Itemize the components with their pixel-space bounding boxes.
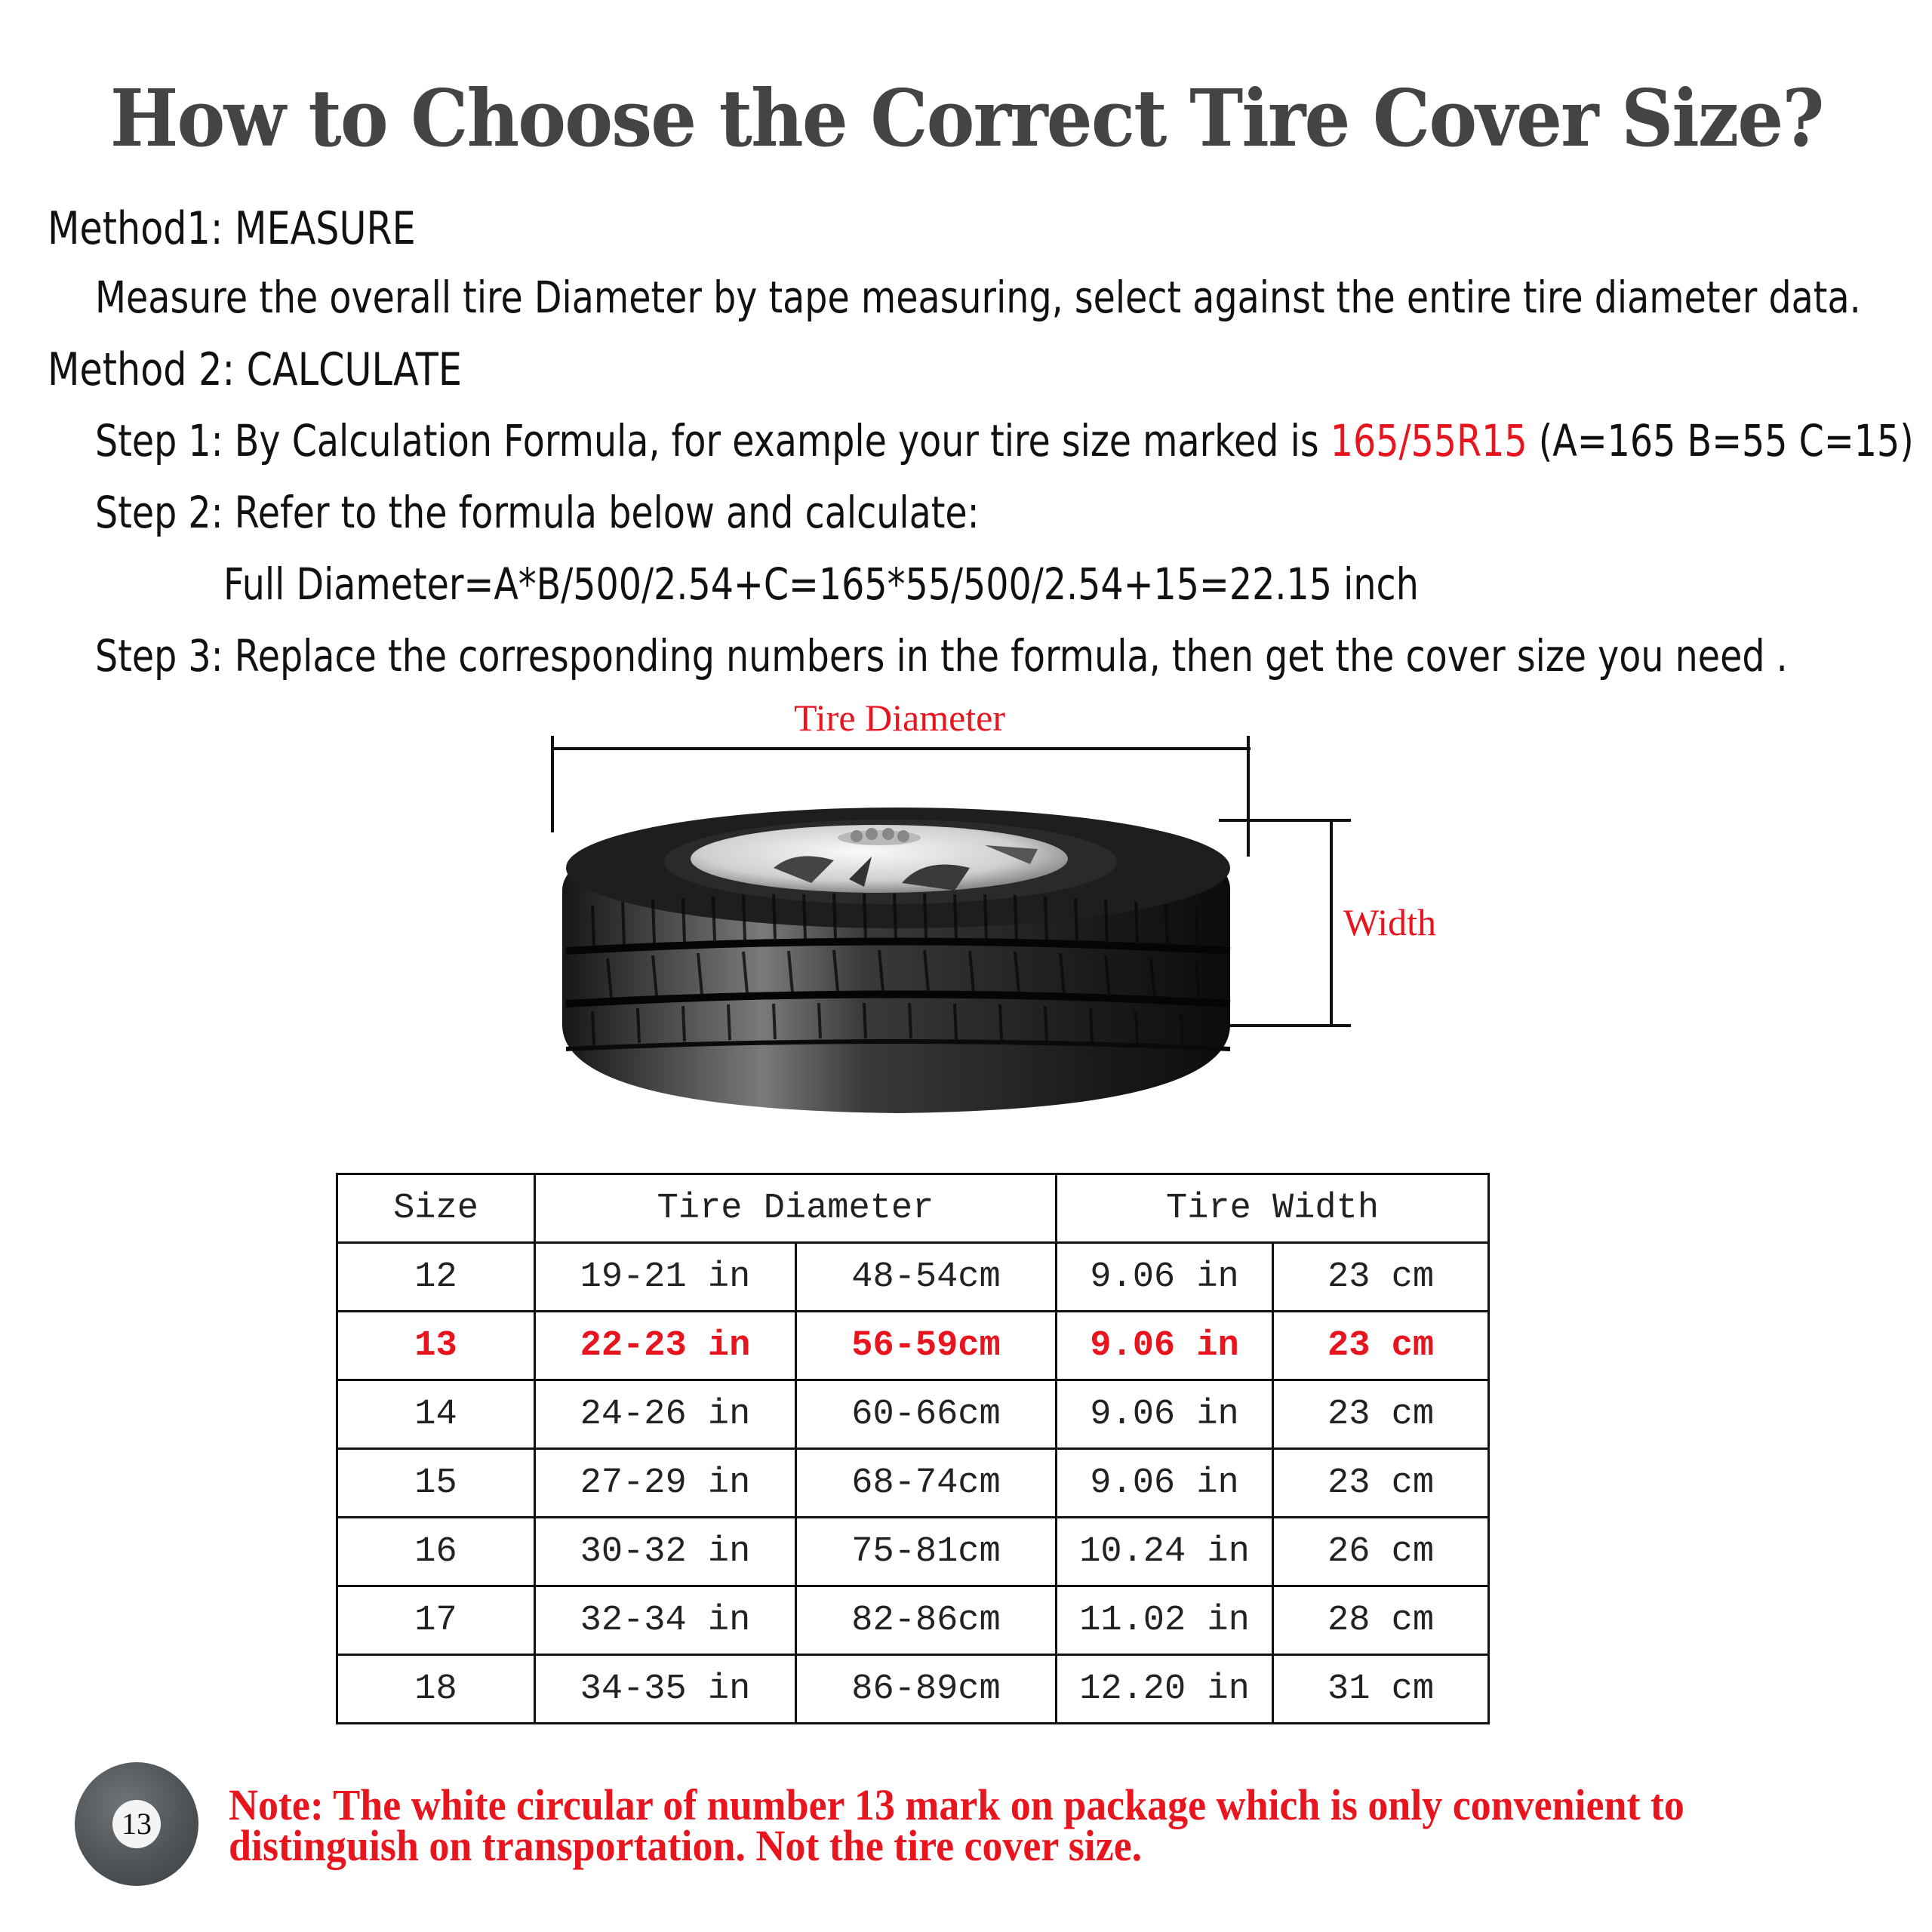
cell-width-cm: 23 cm: [1273, 1449, 1489, 1518]
cell-diameter-in: 34-35 in: [535, 1655, 796, 1724]
cell-width-in: 12.20 in: [1057, 1655, 1273, 1724]
table-row: [337, 1655, 1489, 1724]
step3-text: Step 3: Replace the corresponding numbers in the formula, then get the cover size you need .: [95, 630, 1788, 681]
cell-diameter-in: 27-29 in: [535, 1449, 796, 1518]
cell-diameter-in: 32-34 in: [535, 1586, 796, 1655]
cell-width-in: 9.06 in: [1057, 1380, 1273, 1449]
cell-width-cm: 28 cm: [1273, 1586, 1489, 1655]
cell-diameter-cm: 60-66cm: [796, 1380, 1057, 1449]
cell-diameter-cm: 48-54cm: [796, 1243, 1057, 1312]
cell-diameter-in: 22-23 in: [535, 1312, 796, 1380]
formula-text: Full Diameter=A*B/500/2.54+C=165*55/500/2.54+15=22.15 inch: [223, 558, 1419, 610]
diameter-dimension-line: [552, 747, 1251, 750]
cell-width-cm: 23 cm: [1273, 1243, 1489, 1312]
number-13-badge-icon: [75, 1762, 198, 1886]
cell-width-in: 9.06 in: [1057, 1312, 1273, 1380]
cell-width-in: 9.06 in: [1057, 1449, 1273, 1518]
step1-suffix: (A=165 B=55 C=15): [1527, 415, 1914, 466]
table-header-row: [337, 1174, 1489, 1243]
cell-width-in: 10.24 in: [1057, 1518, 1273, 1586]
cell-width-cm: 26 cm: [1273, 1518, 1489, 1586]
cell-diameter-cm: 86-89cm: [796, 1655, 1057, 1724]
cell-diameter-in: 30-32 in: [535, 1518, 796, 1586]
cell-width-cm: 31 cm: [1273, 1655, 1489, 1724]
cell-size: 13: [337, 1312, 535, 1380]
table-row: [337, 1586, 1489, 1655]
cell-diameter-cm: 75-81cm: [796, 1518, 1057, 1586]
cell-diameter-in: 24-26 in: [535, 1380, 796, 1449]
cell-diameter-in: 19-21 in: [535, 1243, 796, 1312]
cell-size: 12: [337, 1243, 535, 1312]
table-row: [337, 1380, 1489, 1449]
step1-prefix: Step 1: By Calculation Formula, for example your tire size marked is: [95, 415, 1331, 466]
cell-diameter-cm: 56-59cm: [796, 1312, 1057, 1380]
width-label: Width: [1343, 901, 1436, 943]
header-size: Size: [337, 1174, 535, 1243]
step1-text: [95, 415, 1914, 466]
width-dimension-line: [1330, 820, 1333, 1026]
step2-text: Step 2: Refer to the formula below and calculate:: [95, 487, 980, 538]
header-tire-width: Tire Width: [1057, 1174, 1489, 1243]
table-row: [337, 1449, 1489, 1518]
cell-diameter-cm: 82-86cm: [796, 1586, 1057, 1655]
note-line-1: Note: The white circular of number 13 mark on package which is only convenient to: [229, 1780, 1684, 1829]
table-row-highlighted: [337, 1312, 1489, 1380]
page-title: How to Choose the Correct Tire Cover Size?: [109, 72, 1823, 165]
cell-width-cm: 23 cm: [1273, 1312, 1489, 1380]
badge-number: 13: [112, 1800, 161, 1848]
cell-size: 14: [337, 1380, 535, 1449]
cell-width-in: 11.02 in: [1057, 1586, 1273, 1655]
table-row: [337, 1518, 1489, 1586]
size-table: [336, 1173, 1490, 1724]
method2-heading: Method 2: CALCULATE: [48, 343, 462, 396]
tire-size-example: 165/55R15: [1330, 415, 1527, 466]
cell-width-cm: 23 cm: [1273, 1380, 1489, 1449]
method1-text: Measure the overall tire Diameter by tape measuring, select against the entire tire diameter data.: [95, 272, 1861, 323]
header-tire-diameter: Tire Diameter: [535, 1174, 1057, 1243]
note-line-2: distinguish on transportation. Not the tire cover size.: [229, 1821, 1143, 1870]
cell-diameter-cm: 68-74cm: [796, 1449, 1057, 1518]
tire-diameter-label: Tire Diameter: [794, 697, 1006, 739]
cell-size: 16: [337, 1518, 535, 1586]
cell-size: 15: [337, 1449, 535, 1518]
note-text: [229, 1780, 1801, 1870]
cell-size: 17: [337, 1586, 535, 1655]
method1-heading: Method1: MEASURE: [48, 202, 416, 255]
cell-size: 18: [337, 1655, 535, 1724]
tire-image: [547, 777, 1249, 1117]
table-row: [337, 1243, 1489, 1312]
cell-width-in: 9.06 in: [1057, 1243, 1273, 1312]
